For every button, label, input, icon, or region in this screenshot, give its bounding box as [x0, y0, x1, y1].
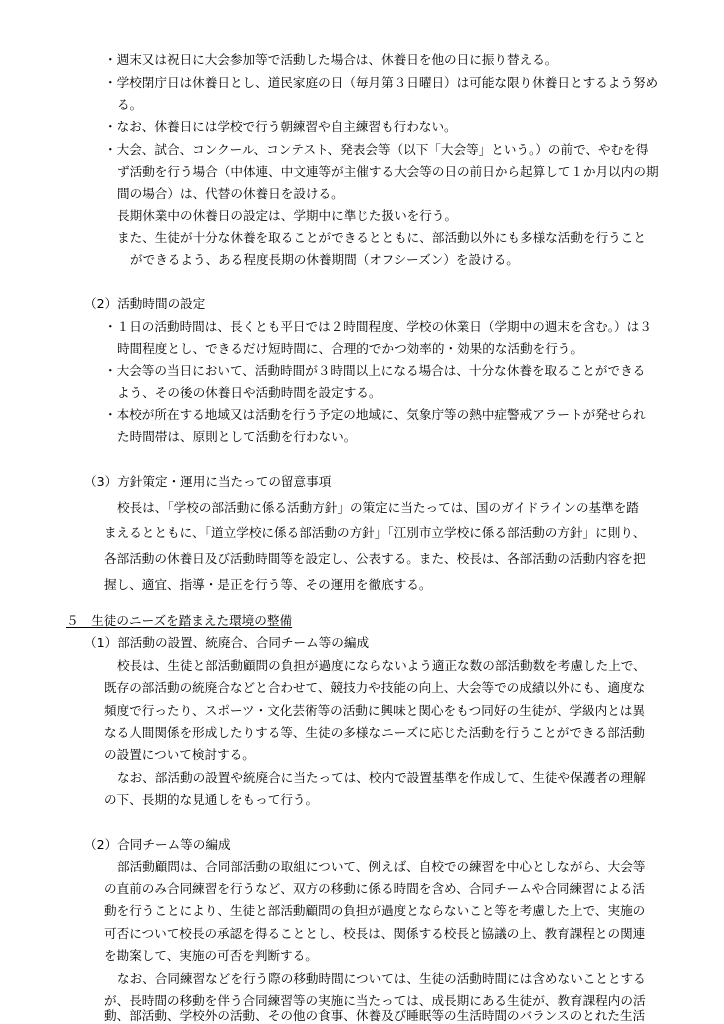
joint-team-line: 動を行うことにより、生徒と部活動顧問の負担が過度とならないこと等を考慮した上で、実施の	[104, 903, 646, 918]
joint-team-line: なお、合同練習などを行う際の移動時間については、生徒の活動時間には含めないこととする	[117, 971, 646, 986]
club-setup-line: 既存の部活動の統廃合などと合わせて、競技力や技能の向上、大会等での成績以外にも、適度な	[104, 680, 646, 695]
bullet-heat-alert-cont: た時間帯は、原則として活動を行わない。	[117, 429, 357, 444]
joint-team-line: 可否について校長の承認を得ることとし、校長は、関係する校長と協議の上、教育課程との関連	[104, 926, 646, 941]
club-setup-line: の設置について検討する。	[104, 747, 255, 762]
club-setup-line: なる人間関係を形成したりする等、生徒の多様なニーズに応じた活動を行うことができる部活動	[104, 725, 645, 740]
bullet-tournament-day-cont: よう、その後の休養日や活動時間を設定する。	[117, 385, 382, 400]
paragraph-offseason: また、生徒が十分な休養を取ることができるとともに、部活動以外にも多様な活動を行うこと	[117, 230, 646, 245]
bullet-no-morning-practice: ・なお、休養日には学校で行う朝練習や自主練習も行わない。	[104, 119, 457, 134]
joint-team-line: を勘案して、実施の可否を判断する。	[104, 948, 318, 963]
joint-team-line: 動、部活動、学校外の活動、その他の食事、休養及び睡眠等の生活時間のバランスのとれた生活	[104, 1008, 646, 1023]
heading-joint-team: （2）合同チーム等の編成	[84, 837, 231, 852]
bullet-tournament-cont2: 間の場合）は、代替の休養日を設ける。	[117, 186, 344, 201]
bullet-daily-hours: ・１日の活動時間は、長くとも平日では２時間程度、学校の休業日（学期中の週末を含む。）は３	[104, 319, 652, 334]
bullet-weekend-rest: ・週末又は祝日に大会参加等で活動した場合は、休養日を他の日に振り替える。	[104, 52, 558, 67]
bullet-tournament: ・大会、試合、コンクール、コンテスト、発表会等（以下「大会等」という。）の前で、やむを得	[104, 142, 649, 157]
heading-policy: （3）方針策定・運用に当たっての留意事項	[84, 474, 332, 489]
heading-club-setup: （1）部活動の設置、統廃合、合同チーム等の編成	[84, 635, 370, 650]
paragraph-long-holiday: 長期休業中の休養日の設定は、学期中に準じた扱いを行う。	[117, 208, 458, 223]
club-setup-line: 頻度で行ったり、スポーツ・文化芸術等の活動に興味と関心をもつ同好の生徒が、学級内とは異	[104, 703, 646, 718]
policy-line: 握し、適宜、指導・是正を行う等、その運用を徹底する。	[104, 577, 432, 592]
bullet-tournament-day: ・大会等の当日において、活動時間が３時間以上になる場合は、十分な休養を取ることができる	[104, 363, 646, 378]
bullet-daily-hours-cont: 時間程度とし、できるだけ短時間に、合理的でかつ効率的・効果的な活動を行う。	[117, 341, 583, 356]
joint-team-line: 部活動顧問は、合同部活動の取組について、例えば、自校での練習を中心としながら、大会等	[117, 859, 646, 874]
policy-line: 校長は、「学校の部活動に係る活動方針」の策定に当たっては、国のガイドラインの基準を踏	[117, 500, 639, 515]
bullet-school-closure-cont: る。	[117, 97, 143, 112]
bullet-heat-alert: ・本校が所在する地域又は活動を行う予定の地域に、気象庁等の熱中症警戒アラートが発せられ	[104, 407, 646, 422]
paragraph-offseason-cont: ができるよう、ある程度長期の休養期間（オフシーズン）を設ける。	[130, 252, 519, 267]
bullet-tournament-cont: ず活動を行う場合（中体連、中文連等が主催する大会等の日の前日から起算して１か月以内の期	[117, 164, 659, 179]
club-setup-line: 校長は、生徒と部活動顧問の負担が過度にならないよう適正な数の部活動数を考慮した上で、	[117, 658, 646, 673]
section-5-heading: ５ 生徒のニーズを踏まえた環境の整備	[66, 613, 293, 628]
policy-line: 各部活動の休養日及び活動時間等を設定し、公表する。また、校長は、各部活動の活動内容を把	[104, 551, 646, 566]
bullet-school-closure: ・学校閉庁日は休養日とし、道民家庭の日（毎月第３日曜日）は可能な限り休養日とするよう努め	[104, 75, 659, 90]
policy-line: まえるとともに、「道立学校に係る部活動の方針」「江別市立学校に係る部活動の方針」に則り、	[104, 525, 646, 540]
joint-team-line: の直前のみ合同練習を行うなど、双方の移動に係る時間を含め、合同チームや合同練習による活	[104, 881, 646, 896]
club-setup-line: なお、部活動の設置や統廃合に当たっては、校内で設置基準を作成して、生徒や保護者の理解	[117, 770, 646, 785]
club-setup-line: の下、長期的な見通しをもって行う。	[104, 792, 319, 807]
joint-team-line: が、長時間の移動を伴う合同練習等の実施に当たっては、成長期にある生徒が、教育課程内の活	[104, 993, 646, 1008]
heading-activity-time: （2）活動時間の設定	[84, 296, 206, 311]
